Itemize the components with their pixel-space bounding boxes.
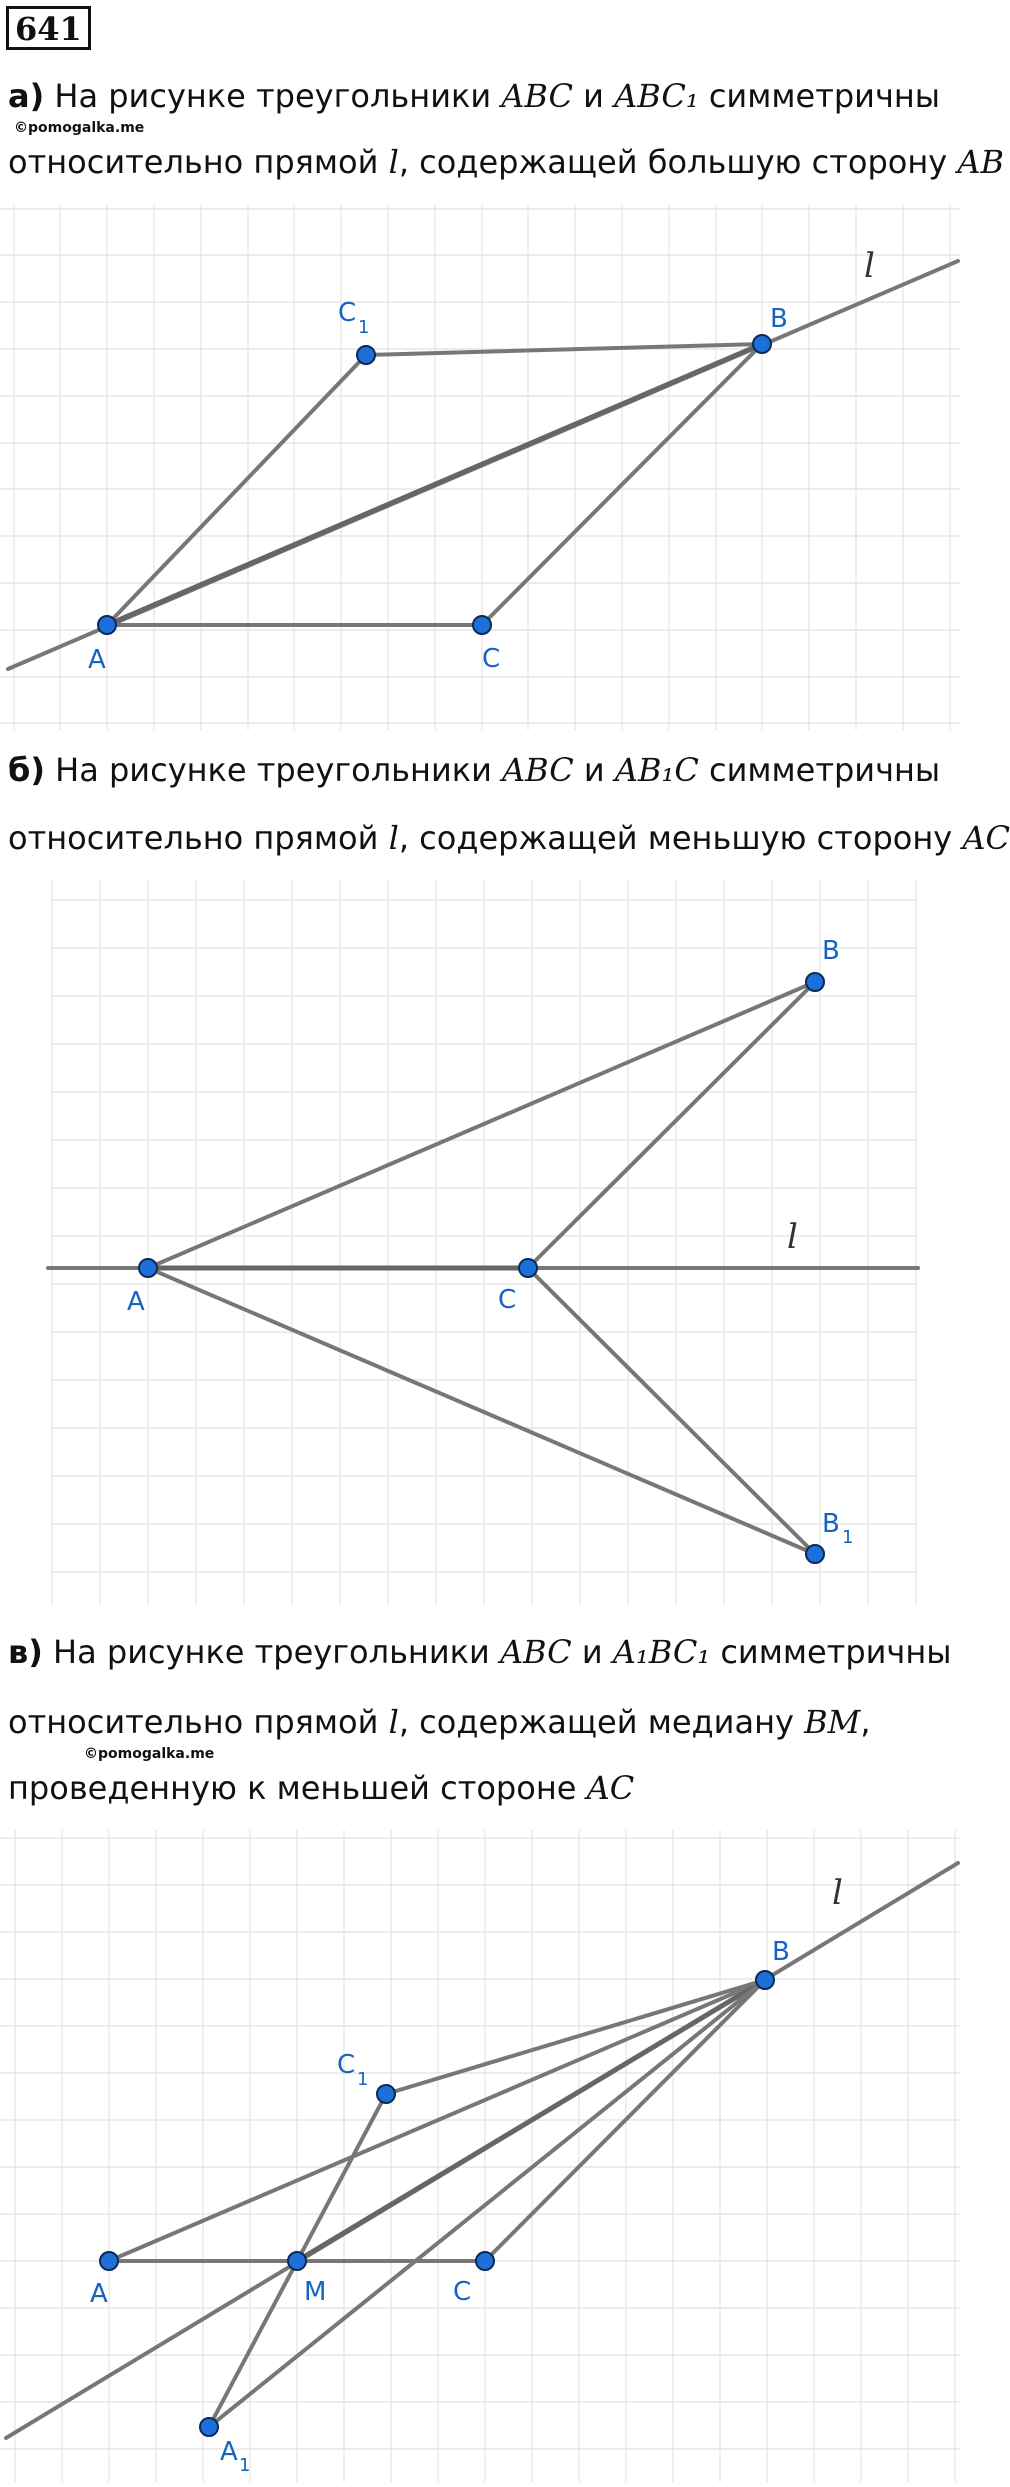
math-l: l: [388, 819, 399, 857]
part-v-line-2: [8, 1702, 871, 1742]
part-b-line-2: [8, 818, 1010, 858]
math-bm: BM: [804, 1703, 861, 1741]
math-ab: AB: [957, 143, 1005, 181]
label-b1: B: [822, 1509, 840, 1539]
point-c1: [377, 2085, 395, 2103]
point-b: [806, 973, 824, 991]
point-a: [98, 616, 116, 634]
label-l-b: l: [787, 1217, 798, 1257]
label-c1: C: [338, 298, 357, 328]
watermark: ©pomogalka.me: [14, 120, 145, 136]
part-v-letter: в): [8, 1633, 43, 1671]
label-c: C: [482, 644, 501, 674]
label-c1-sub: 1: [357, 2069, 369, 2090]
part-b-text: относительно прямой: [8, 819, 389, 857]
point-c1: [357, 346, 375, 364]
part-a-text: относительно прямой: [8, 143, 389, 181]
point-c: [473, 616, 491, 634]
label-a: A: [90, 2279, 108, 2309]
math-abc: ABC: [502, 751, 574, 789]
label-c: C: [498, 1285, 517, 1315]
math-l: l: [388, 143, 399, 181]
math-l: l: [388, 1703, 399, 1741]
and-word: и: [573, 751, 615, 789]
point-c: [476, 2252, 494, 2270]
point-a: [100, 2252, 118, 2270]
point-a1: [200, 2418, 218, 2436]
label-l-v: l: [832, 1873, 843, 1913]
part-v-line-3: [8, 1768, 634, 1808]
comma: ,: [860, 1703, 871, 1741]
math-ac: AC: [586, 1769, 635, 1807]
math-ab1c: AB₁C: [614, 751, 699, 789]
label-l-a: l: [864, 246, 875, 286]
point-b: [753, 335, 771, 353]
and-word: и: [571, 1633, 613, 1671]
label-b: B: [772, 1937, 790, 1967]
part-v-text: относительно прямой: [8, 1703, 389, 1741]
symmetric-word: симметричны: [698, 77, 941, 115]
label-b: B: [770, 304, 788, 334]
problem-number: 641: [6, 6, 91, 50]
label-a1: A: [220, 2437, 238, 2467]
side-ba1-v: [209, 1980, 765, 2427]
math-ac: AC: [962, 819, 1010, 857]
label-b1-sub: 1: [842, 1527, 854, 1548]
math-abc1: ABC₁: [614, 77, 699, 115]
part-b-text: , содержащей меньшую сторону: [398, 819, 963, 857]
part-a-text: , содержащей большую сторону: [398, 143, 958, 181]
label-a: A: [127, 1287, 145, 1317]
part-b-line-1: [8, 750, 940, 790]
part-v-text: На рисунке треугольники: [42, 1633, 500, 1671]
side-ab1-b: [148, 1268, 815, 1554]
part-a-line-2: [8, 142, 1004, 182]
math-abc: ABC: [501, 77, 573, 115]
label-a: A: [88, 645, 106, 675]
symmetric-word: симметричны: [698, 751, 941, 789]
part-v-text: , содержащей медиану: [398, 1703, 805, 1741]
label-m: M: [304, 2277, 327, 2307]
part-a-line-1: [8, 76, 940, 116]
figure-v: [0, 1820, 960, 2485]
and-word: и: [572, 77, 615, 115]
symmetric-word: симметричны: [710, 1633, 952, 1671]
label-b: B: [822, 936, 840, 966]
point-a: [139, 1259, 157, 1277]
part-a-letter: а): [8, 77, 45, 115]
point-b: [756, 1971, 774, 1989]
side-ab-b: [148, 982, 815, 1268]
point-b1: [806, 1545, 824, 1563]
math-a1bc1: A₁BC₁: [612, 1633, 711, 1671]
part-v-line-1: [8, 1632, 952, 1672]
part-b-letter: б): [8, 751, 45, 789]
figure-b: [0, 870, 960, 1610]
label-c: C: [453, 2277, 472, 2307]
figure-a: [0, 195, 960, 735]
math-abc: ABC: [499, 1633, 572, 1671]
label-a1-sub: 1: [239, 2455, 251, 2476]
label-c1-sub: 1: [358, 317, 370, 338]
grid-v: [0, 1830, 960, 2482]
part-a-text: На рисунке треугольники: [44, 77, 502, 115]
point-m: [288, 2252, 306, 2270]
part-v-text: проведенную к меньшей стороне: [8, 1769, 587, 1807]
point-c: [519, 1259, 537, 1277]
label-c1: C: [337, 2050, 356, 2080]
watermark: ©pomogalka.me: [84, 1746, 215, 1762]
part-b-text: На рисунке треугольники: [44, 751, 503, 789]
